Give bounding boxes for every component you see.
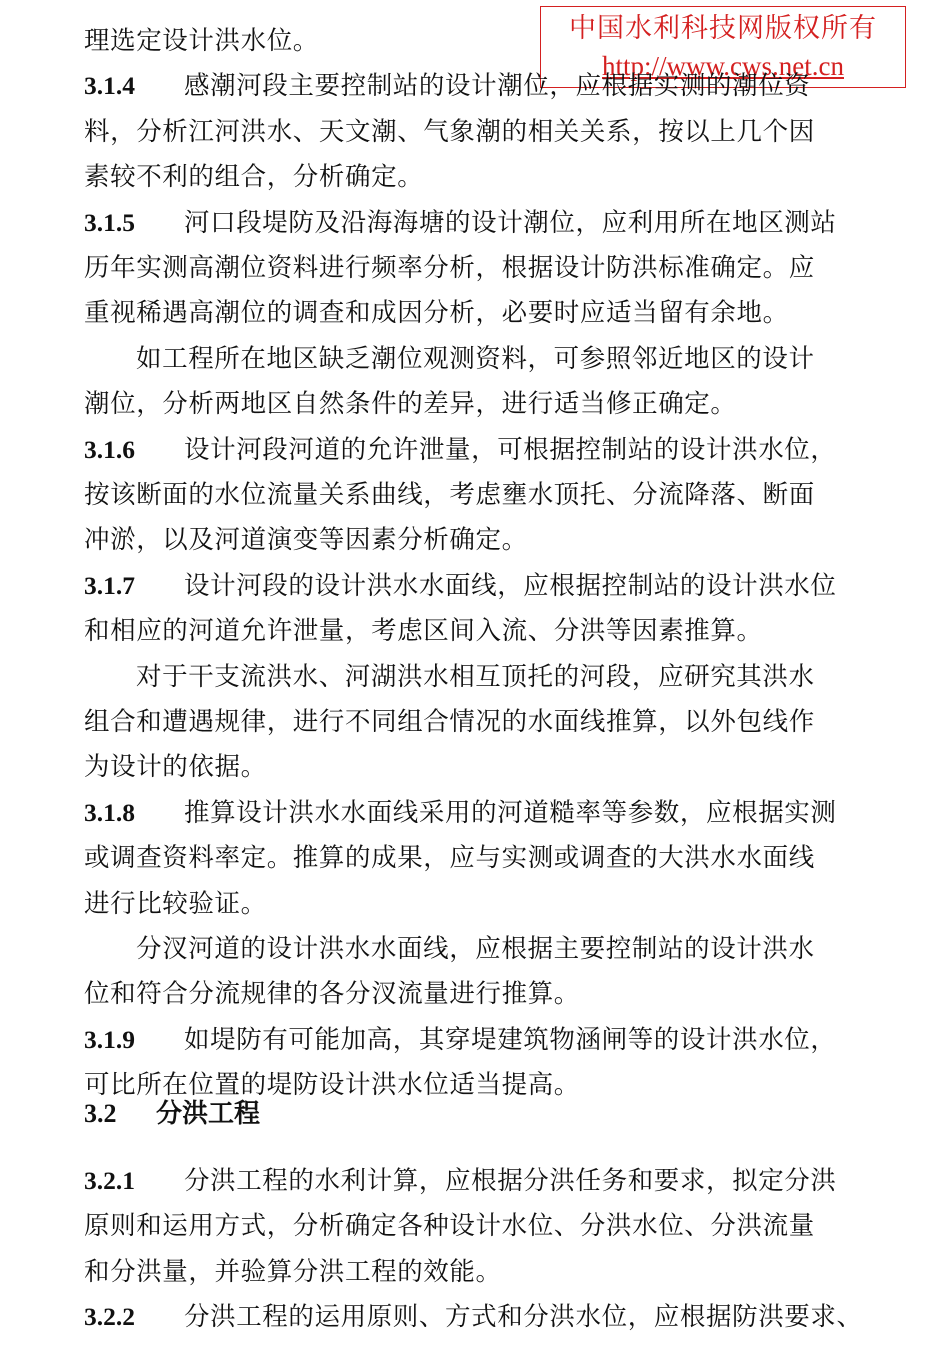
section-title: 分洪工程 [156,1099,261,1129]
line-text: 组合和遭遇规律，进行不同组合情况的水面线推算，以外包线作 [84,707,815,737]
clause-line [84,790,914,836]
line-text: 河口段堤防及沿海海塘的设计潮位，应利用所在地区测站 [184,207,837,238]
line-text: 位和符合分流规律的各分汊流量进行推算。 [84,979,580,1010]
line-text: 分洪工程的水利计算，应根据分洪任务和要求，拟定分洪 [184,1166,837,1196]
section-heading [84,1091,260,1137]
clause-number: 3.1.6 [84,434,135,464]
text-line [84,699,914,745]
section-number: 3.2 [84,1099,117,1128]
text-line [84,290,914,336]
clause-number: 3.1.8 [84,797,135,827]
line-text: 理选定设计洪水位。 [84,26,319,56]
line-text: 原则和运用方式，分析确定各种设计水位、分洪水位、分洪流量 [84,1211,815,1242]
clause-line [84,1017,914,1063]
text-line [84,472,914,518]
text-line [136,654,950,700]
text-line [84,1203,914,1249]
line-text: 和相应的河道允许泄量，考虑区间入流、分洪等因素推算。 [84,616,763,647]
clause-number: 3.1.5 [84,207,135,237]
line-text: 如工程所在地区缺乏潮位观测资料，可参照邻近地区的设计 [136,343,815,374]
watermark-title: 中国水利科技网版权所有 [569,13,877,44]
line-text: 可比所在位置的堤防设计洪水位适当提高。 [84,1070,580,1101]
line-text: 素较不利的组合，分析确定。 [84,162,424,193]
line-text: 感潮河段主要控制站的设计潮位，应根据实测的潮位资 [184,71,811,102]
clause-line [84,1158,914,1204]
line-text: 料，分析江河洪水、天文潮、气象潮的相关关系，按以上几个因 [84,116,815,147]
line-text: 如堤防有可能加高，其穿堤建筑物涵闸等的设计洪水位， [184,1024,837,1055]
text-line [84,517,914,563]
clause-line [84,427,914,473]
text-line [84,1249,914,1295]
clause-number: 3.1.9 [84,1024,135,1054]
text-line [84,744,914,790]
line-text: 分汊河道的设计洪水水面线，应根据主要控制站的设计洪水 [136,934,815,964]
line-text: 设计河段的设计洪水水面线，应根据控制站的设计洪水位 [184,570,837,601]
line-text: 或调查资料率定。推算的成果，应与实测或调查的大洪水水面线 [84,843,815,874]
text-line [136,336,950,382]
watermark-url[interactable]: http://www.cws.net.cn [602,51,844,81]
clause-number: 3.1.7 [84,570,135,600]
clause-line [84,563,914,609]
text-line [84,835,914,881]
text-line [84,608,914,654]
text-line [84,245,914,291]
clause-number: 3.2.1 [84,1166,135,1195]
text-line [84,971,914,1017]
clause-line [84,200,914,246]
line-text: 历年实测高潮位资料进行频率分析，根据设计防洪标准确定。应 [84,253,815,283]
line-text: 冲淤，以及河道演变等因素分析确定。 [84,525,528,556]
clause-line [84,1294,914,1340]
line-text: 和分洪量，并验算分洪工程的效能。 [84,1256,502,1287]
text-line [84,381,914,427]
line-text: 重视稀遇高潮位的调查和成因分析，必要时应适当留有余地。 [84,298,789,329]
line-text: 进行比较验证。 [84,888,267,919]
clause-number: 3.2.2 [84,1302,135,1332]
text-line [84,154,914,200]
line-text: 为设计的依据。 [84,752,267,783]
line-text: 按该断面的水位流量关系曲线，考虑壅水顶托、分流降落、断面 [84,480,815,510]
line-text: 分洪工程的运用原则、方式和分洪水位，应根据防洪要求、 [184,1302,863,1333]
line-text: 推算设计洪水水面线采用的河道糙率等参数，应根据实测 [184,797,837,828]
clause-line [84,63,914,109]
line-text: 对于干支流洪水、河湖洪水相互顶托的河段，应研究其洪水 [136,661,815,692]
line-text: 设计河段河道的允许泄量，可根据控制站的设计洪水位， [184,434,837,465]
text-line [136,926,950,972]
clause-number: 3.1.4 [84,71,135,101]
text-line [84,18,914,64]
line-text: 潮位，分析两地区自然条件的差异，进行适当修正确定。 [84,389,737,420]
text-line [84,881,914,927]
text-line [84,109,914,155]
